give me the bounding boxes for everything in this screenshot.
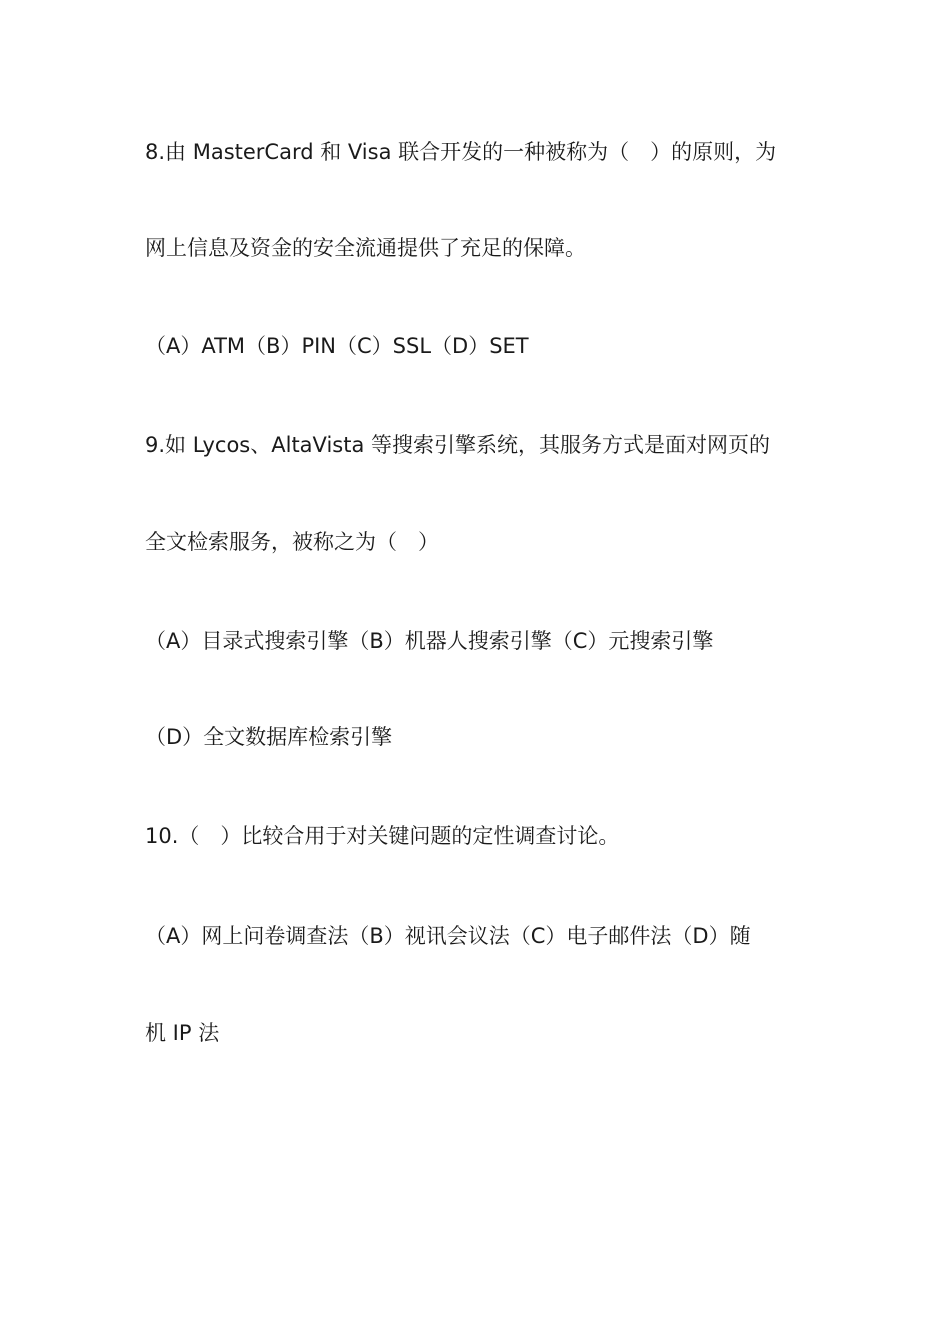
question-9-options: （A）目录式搜索引擎（B）机器人搜索引擎（C）元搜索引擎 (145, 629, 714, 653)
question-9-options-continued: （D）全文数据库检索引擎 (145, 725, 393, 749)
question-10-options-continued: 机 IP 法 (145, 1021, 220, 1045)
question-9-text-continued: 全文检索服务，被称之为（ ） (145, 530, 439, 554)
question-8-text: 8.由 MasterCard 和 Visa 联合开发的一种被称为（ ）的原则，为 (145, 140, 777, 164)
question-10-options: （A）网上问卷调查法（B）视讯会议法（C）电子邮件法（D）随 (145, 924, 751, 948)
question-8-text-continued: 网上信息及资金的安全流通提供了充足的保障。 (145, 236, 586, 260)
question-9-text: 9.如 Lycos、AltaVista 等搜索引擎系统，其服务方式是面对网页的 (145, 433, 771, 457)
question-8-options: （A）ATM（B）PIN（C）SSL（D）SET (145, 334, 529, 358)
question-10-text: 10.（ ）比较合用于对关键问题的定性调查讨论。 (145, 824, 620, 848)
